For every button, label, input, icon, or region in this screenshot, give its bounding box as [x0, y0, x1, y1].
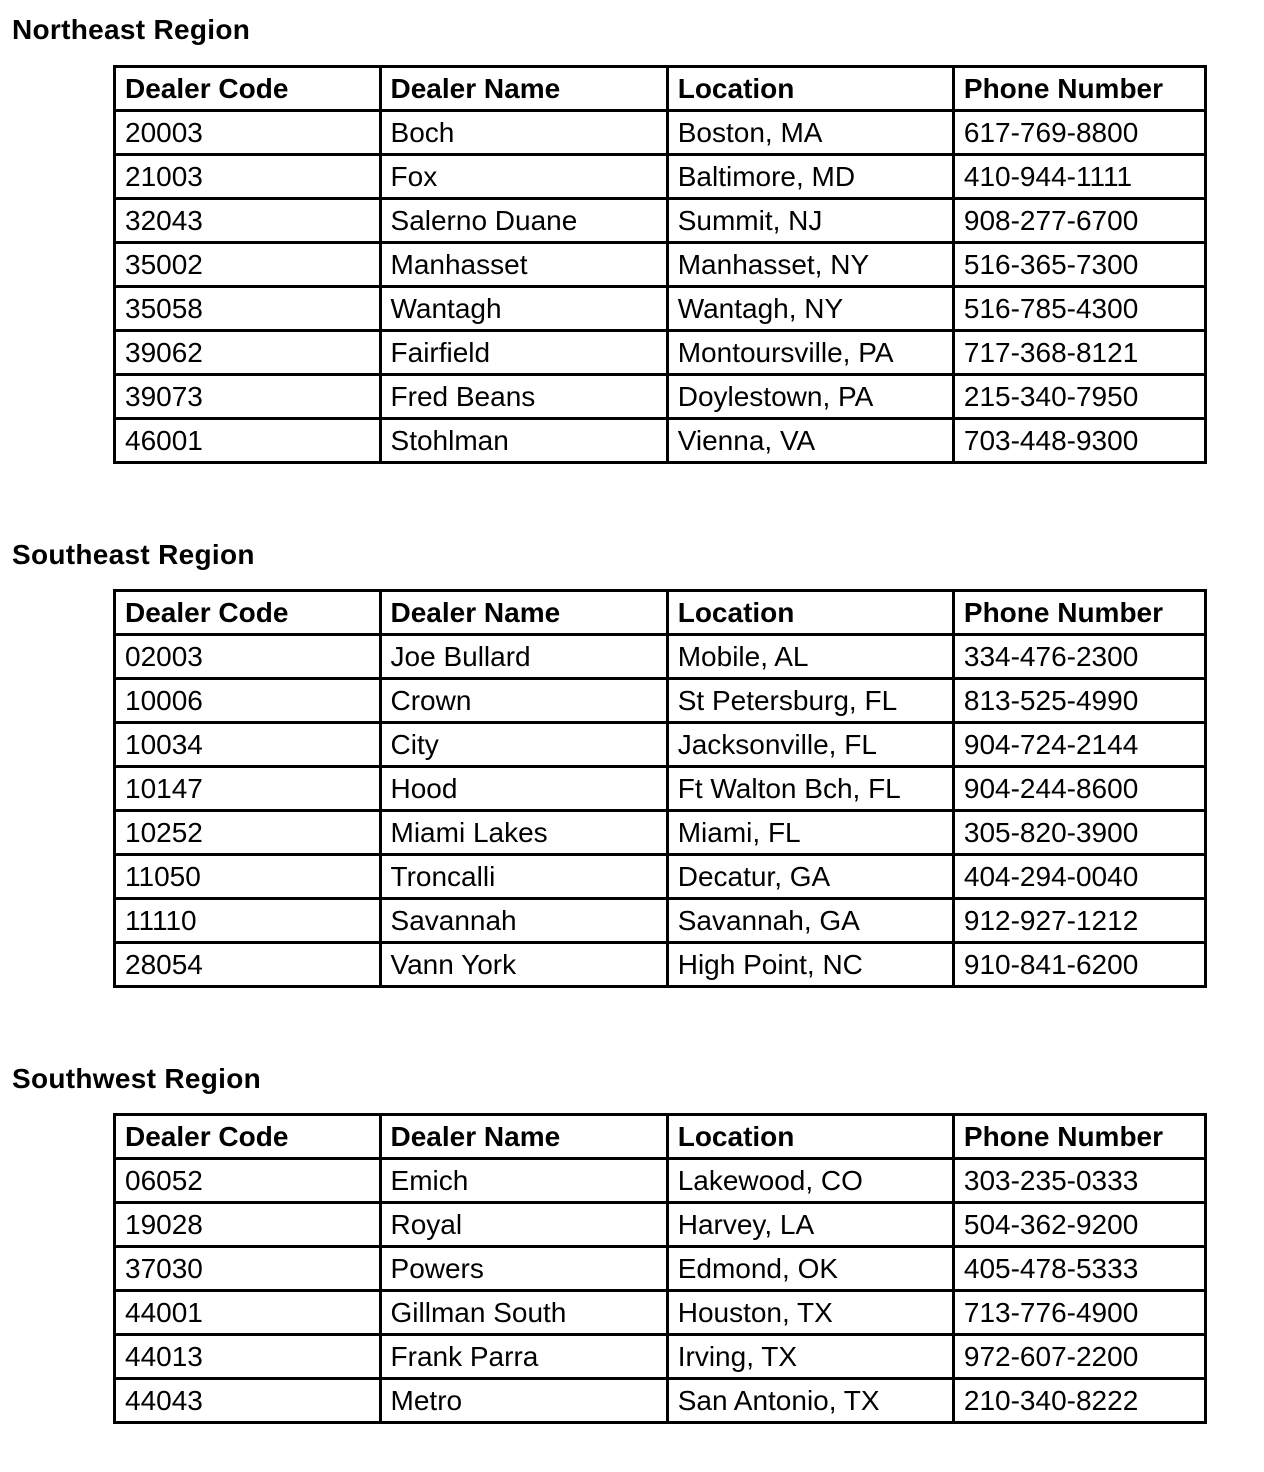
dealer-code-cell: 19028	[115, 1203, 381, 1247]
southwest-region-title: Southwest Region	[12, 1063, 262, 1094]
dealer-name-cell: Hood	[380, 767, 667, 811]
table-row	[115, 635, 1206, 679]
phone-number-cell: 516-785-4300	[953, 287, 1205, 331]
dealer-name-cell: Fairfield	[380, 331, 667, 375]
phone-number-cell: 912-927-1212	[953, 899, 1205, 943]
dealer-name-cell: Manhasset	[380, 243, 667, 287]
location-cell: Boston, MA	[667, 111, 953, 155]
dealer-name-cell: Powers	[380, 1247, 667, 1291]
dealer-name-cell: Crown	[380, 679, 667, 723]
phone-number-cell: 410-944-1111	[953, 155, 1205, 199]
phone-number-cell: 972-607-2200	[953, 1335, 1205, 1379]
northeast-dealer-table	[113, 65, 1207, 464]
dealer-code-cell: 10006	[115, 679, 381, 723]
dealer-code-header: Dealer Code	[115, 1115, 381, 1159]
dealer-name-cell: Emich	[380, 1159, 667, 1203]
dealer-code-header: Dealer Code	[115, 67, 381, 111]
dealer-code-cell: 21003	[115, 155, 381, 199]
phone-number-cell: 210-340-8222	[953, 1379, 1205, 1423]
location-cell: Harvey, LA	[667, 1203, 953, 1247]
dealer-code-cell: 11110	[115, 899, 381, 943]
location-cell: Manhasset, NY	[667, 243, 953, 287]
dealer-name-cell: Savannah	[380, 899, 667, 943]
table-row	[115, 1203, 1206, 1247]
dealer-name-cell: Vann York	[380, 943, 667, 987]
table-row	[115, 1291, 1206, 1335]
dealer-name-cell: Wantagh	[380, 287, 667, 331]
dealer-name-cell: Gillman South	[380, 1291, 667, 1335]
phone-number-cell: 904-724-2144	[953, 723, 1205, 767]
dealer-name-cell: Fred Beans	[380, 375, 667, 419]
dealer-code-header: Dealer Code	[115, 591, 381, 635]
location-cell: Jacksonville, FL	[667, 723, 953, 767]
phone-number-header: Phone Number	[953, 1115, 1205, 1159]
location-cell: Miami, FL	[667, 811, 953, 855]
dealer-code-cell: 10147	[115, 767, 381, 811]
location-cell: Vienna, VA	[667, 419, 953, 463]
dealer-code-cell: 02003	[115, 635, 381, 679]
dealer-code-cell: 44043	[115, 1379, 381, 1423]
table-row	[115, 679, 1206, 723]
dealer-name-header: Dealer Name	[380, 591, 667, 635]
dealer-code-cell: 44013	[115, 1335, 381, 1379]
phone-number-cell: 334-476-2300	[953, 635, 1205, 679]
dealer-code-cell: 44001	[115, 1291, 381, 1335]
location-cell: San Antonio, TX	[667, 1379, 953, 1423]
table-row	[115, 1159, 1206, 1203]
dealer-name-cell: Fox	[380, 155, 667, 199]
table-row	[115, 287, 1206, 331]
location-cell: Houston, TX	[667, 1291, 953, 1335]
location-cell: Summit, NJ	[667, 199, 953, 243]
phone-number-cell: 303-235-0333	[953, 1159, 1205, 1203]
table-row	[115, 1335, 1206, 1379]
location-cell: Baltimore, MD	[667, 155, 953, 199]
table-row	[115, 899, 1206, 943]
dealer-code-cell: 32043	[115, 199, 381, 243]
location-cell: Mobile, AL	[667, 635, 953, 679]
table-row	[115, 375, 1206, 419]
dealer-code-cell: 35002	[115, 243, 381, 287]
dealer-code-cell: 11050	[115, 855, 381, 899]
phone-number-cell: 617-769-8800	[953, 111, 1205, 155]
dealer-code-cell: 39073	[115, 375, 381, 419]
location-cell: Doylestown, PA	[667, 375, 953, 419]
phone-number-cell: 516-365-7300	[953, 243, 1205, 287]
location-header: Location	[667, 1115, 953, 1159]
table-row	[115, 111, 1206, 155]
table-row	[115, 723, 1206, 767]
dealer-name-header: Dealer Name	[380, 67, 667, 111]
location-cell: Wantagh, NY	[667, 287, 953, 331]
southeast-region-title: Southeast Region	[12, 539, 255, 570]
table-row	[115, 855, 1206, 899]
phone-number-cell: 713-776-4900	[953, 1291, 1205, 1335]
southwest-dealer-table	[113, 1113, 1207, 1424]
table-header-row	[115, 1115, 1206, 1159]
phone-number-cell: 404-294-0040	[953, 855, 1205, 899]
phone-number-cell: 215-340-7950	[953, 375, 1205, 419]
southeast-dealer-table	[113, 589, 1207, 988]
table-row	[115, 1379, 1206, 1423]
table-row	[115, 155, 1206, 199]
dealer-code-cell: 46001	[115, 419, 381, 463]
phone-number-header: Phone Number	[953, 67, 1205, 111]
phone-number-header: Phone Number	[953, 591, 1205, 635]
dealer-name-cell: Stohlman	[380, 419, 667, 463]
dealer-code-cell: 20003	[115, 111, 381, 155]
dealer-name-cell: Troncalli	[380, 855, 667, 899]
dealer-code-cell: 28054	[115, 943, 381, 987]
table-row	[115, 419, 1206, 463]
table-row	[115, 199, 1206, 243]
phone-number-cell: 504-362-9200	[953, 1203, 1205, 1247]
location-cell: Edmond, OK	[667, 1247, 953, 1291]
phone-number-cell: 904-244-8600	[953, 767, 1205, 811]
phone-number-cell: 405-478-5333	[953, 1247, 1205, 1291]
table-row	[115, 1247, 1206, 1291]
table-row	[115, 811, 1206, 855]
dealer-code-cell: 35058	[115, 287, 381, 331]
location-cell: Lakewood, CO	[667, 1159, 953, 1203]
table-row	[115, 767, 1206, 811]
location-cell: Savannah, GA	[667, 899, 953, 943]
dealer-name-cell: Royal	[380, 1203, 667, 1247]
dealer-code-cell: 39062	[115, 331, 381, 375]
dealer-name-cell: City	[380, 723, 667, 767]
dealer-name-header: Dealer Name	[380, 1115, 667, 1159]
location-cell: Decatur, GA	[667, 855, 953, 899]
dealer-name-cell: Salerno Duane	[380, 199, 667, 243]
dealer-name-cell: Frank Parra	[380, 1335, 667, 1379]
dealer-code-cell: 06052	[115, 1159, 381, 1203]
dealer-name-cell: Metro	[380, 1379, 667, 1423]
table-row	[115, 943, 1206, 987]
phone-number-cell: 703-448-9300	[953, 419, 1205, 463]
phone-number-cell: 813-525-4990	[953, 679, 1205, 723]
phone-number-cell: 305-820-3900	[953, 811, 1205, 855]
phone-number-cell: 908-277-6700	[953, 199, 1205, 243]
table-row	[115, 243, 1206, 287]
table-header-row	[115, 591, 1206, 635]
dealer-name-cell: Boch	[380, 111, 667, 155]
dealer-code-cell: 10034	[115, 723, 381, 767]
dealer-name-cell: Miami Lakes	[380, 811, 667, 855]
location-cell: High Point, NC	[667, 943, 953, 987]
location-cell: Ft Walton Bch, FL	[667, 767, 953, 811]
location-cell: St Petersburg, FL	[667, 679, 953, 723]
table-header-row	[115, 67, 1206, 111]
location-cell: Irving, TX	[667, 1335, 953, 1379]
dealer-code-cell: 10252	[115, 811, 381, 855]
dealer-name-cell: Joe Bullard	[380, 635, 667, 679]
location-header: Location	[667, 591, 953, 635]
phone-number-cell: 717-368-8121	[953, 331, 1205, 375]
dealer-code-cell: 37030	[115, 1247, 381, 1291]
phone-number-cell: 910-841-6200	[953, 943, 1205, 987]
table-row	[115, 331, 1206, 375]
location-cell: Montoursville, PA	[667, 331, 953, 375]
northeast-region-title: Northeast Region	[12, 14, 251, 45]
location-header: Location	[667, 67, 953, 111]
